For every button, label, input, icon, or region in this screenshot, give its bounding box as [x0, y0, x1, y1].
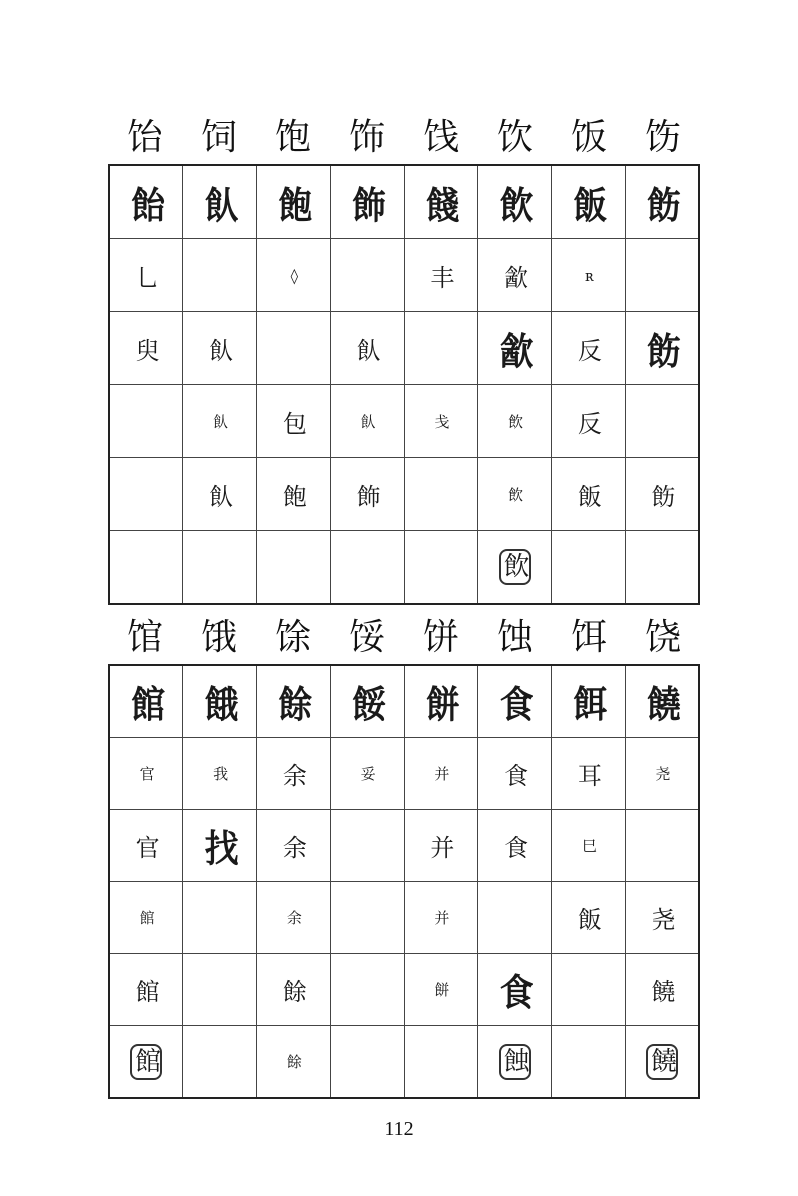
ancient-glyph: 餘	[286, 1053, 300, 1071]
ancient-glyph: 飯	[573, 183, 604, 228]
glyph-cell	[552, 665, 626, 738]
glyph-cell	[330, 1026, 404, 1099]
glyph-cell	[478, 312, 552, 385]
glyph-cell	[552, 882, 626, 954]
ancient-glyph: 尧	[655, 765, 669, 783]
glyph-cell	[330, 239, 404, 312]
glyph-cell	[552, 1026, 626, 1099]
ancient-glyph: 反	[577, 409, 599, 438]
ancient-glyph: 餌	[573, 683, 604, 728]
ancient-glyph: 我	[213, 765, 227, 783]
glyph-cell	[109, 531, 183, 605]
glyph-cell	[404, 458, 478, 531]
ancient-glyph: 耳	[577, 762, 599, 790]
glyph-cell	[257, 665, 331, 738]
glyph-cell	[183, 239, 257, 312]
glyph-cell	[330, 385, 404, 458]
glyph-cell	[478, 882, 552, 954]
ancient-glyph: 飤	[209, 482, 231, 511]
glyph-row	[109, 738, 699, 810]
ancient-glyph: 飴	[131, 183, 162, 228]
glyph-cell	[257, 165, 331, 239]
ancient-glyph: 餅	[425, 683, 456, 728]
glyph-row	[109, 165, 699, 239]
column-header: 饼	[422, 617, 459, 658]
ancient-glyph: 并	[430, 834, 452, 862]
glyph-cell	[404, 531, 478, 605]
glyph-cell	[478, 738, 552, 810]
column-header: 饿	[200, 617, 237, 658]
ancient-glyph: 尧	[651, 906, 673, 934]
ancient-glyph: ◊	[290, 266, 297, 285]
ancient-glyph: 饒	[646, 1044, 678, 1080]
glyph-cell	[552, 738, 626, 810]
ancient-glyph: 飤	[360, 412, 374, 431]
ancient-glyph: 妥	[360, 765, 374, 783]
ancient-glyph: 巳	[581, 837, 595, 855]
glyph-cell	[478, 810, 552, 882]
ancient-glyph: 余	[282, 834, 304, 862]
glyph-cell	[183, 312, 257, 385]
ancient-glyph: 㱃	[504, 263, 526, 292]
column-header: 饶	[644, 617, 681, 658]
glyph-cell	[183, 810, 257, 882]
glyph-cell	[478, 458, 552, 531]
glyph-cell	[109, 882, 183, 954]
glyph-cell	[183, 458, 257, 531]
glyph-cell	[109, 665, 183, 738]
glyph-cell	[330, 810, 404, 882]
glyph-cell	[183, 738, 257, 810]
glyph-cell	[257, 738, 331, 810]
glyph-cell	[478, 165, 552, 239]
ancient-glyph: 食	[499, 971, 530, 1016]
glyph-cell	[183, 1026, 257, 1099]
ancient-glyph: 蝕	[499, 1044, 531, 1080]
ancient-glyph: 飭	[646, 329, 677, 374]
ancient-glyph: 餓	[204, 683, 235, 728]
glyph-cell	[109, 1026, 183, 1099]
ancient-glyph: 找	[204, 827, 235, 872]
ancient-glyph: 官	[135, 834, 157, 862]
ancient-glyph: 反	[577, 336, 599, 365]
ancient-glyph: 飾	[356, 482, 378, 511]
column-header: 馁	[348, 617, 385, 658]
glyph-cell	[625, 239, 699, 312]
glyph-cell	[183, 385, 257, 458]
ancient-glyph: 餒	[352, 683, 383, 728]
glyph-grid-1	[108, 164, 700, 605]
glyph-cell	[552, 954, 626, 1026]
column-header: 饵	[570, 617, 607, 658]
ancient-glyph: 館	[130, 1044, 162, 1080]
glyph-cell	[257, 882, 331, 954]
ancient-glyph: 乚	[135, 263, 157, 292]
glyph-cell	[552, 312, 626, 385]
glyph-cell	[478, 665, 552, 738]
glyph-cell	[404, 165, 478, 239]
glyph-cell	[257, 810, 331, 882]
character-table-1	[108, 112, 700, 605]
glyph-cell	[330, 312, 404, 385]
glyph-cell	[109, 312, 183, 385]
ancient-glyph: 包	[282, 409, 304, 438]
glyph-cell	[330, 882, 404, 954]
glyph-cell	[257, 458, 331, 531]
glyph-cell	[625, 531, 699, 605]
column-header: 饰	[348, 117, 385, 158]
glyph-cell	[625, 954, 699, 1026]
column-header: 饭	[570, 117, 607, 158]
ancient-glyph: 餞	[425, 183, 456, 228]
ancient-glyph: 飲	[499, 549, 531, 585]
glyph-cell	[404, 239, 478, 312]
ancient-glyph: 飽	[278, 183, 309, 228]
glyph-cell	[257, 312, 331, 385]
glyph-cell	[625, 810, 699, 882]
glyph-cell	[552, 385, 626, 458]
glyph-cell	[257, 239, 331, 312]
ancient-glyph: 飾	[352, 183, 383, 228]
glyph-cell	[109, 954, 183, 1026]
ancient-glyph: 飤	[213, 412, 227, 431]
glyph-cell	[478, 531, 552, 605]
ancient-glyph: 館	[135, 978, 157, 1006]
column-header: 饲	[200, 117, 237, 158]
glyph-row	[109, 239, 699, 312]
glyph-cell	[330, 165, 404, 239]
glyph-cell	[404, 738, 478, 810]
column-header: 馀	[274, 617, 311, 658]
glyph-row	[109, 665, 699, 738]
ancient-glyph: 并	[434, 909, 448, 927]
ancient-glyph: 戋	[434, 412, 448, 431]
ancient-glyph: 饒	[646, 683, 677, 728]
glyph-row	[109, 458, 699, 531]
glyph-cell	[183, 165, 257, 239]
ancient-glyph: 饒	[651, 978, 673, 1006]
ancient-glyph: 余	[286, 909, 300, 927]
glyph-cell	[404, 882, 478, 954]
glyph-cell	[404, 1026, 478, 1099]
character-table-2	[108, 612, 700, 1099]
ancient-glyph: 飤	[209, 336, 231, 365]
glyph-cell	[478, 385, 552, 458]
column-header: 饬	[644, 117, 681, 158]
glyph-cell	[552, 810, 626, 882]
ancient-glyph: 飤	[204, 183, 235, 228]
ancient-glyph: 臾	[135, 336, 157, 365]
ancient-glyph: 㱃	[499, 329, 530, 374]
glyph-cell	[404, 665, 478, 738]
glyph-cell	[257, 954, 331, 1026]
glyph-cell	[478, 239, 552, 312]
glyph-row	[109, 1026, 699, 1099]
page-number: 112	[384, 1118, 414, 1140]
glyph-cell	[183, 954, 257, 1026]
ancient-glyph: 飽	[282, 482, 304, 511]
glyph-cell	[625, 385, 699, 458]
glyph-cell	[109, 239, 183, 312]
glyph-cell	[552, 165, 626, 239]
glyph-cell	[330, 665, 404, 738]
glyph-grid-2	[108, 664, 700, 1099]
ancient-glyph: 飲	[508, 412, 522, 431]
glyph-cell	[330, 954, 404, 1026]
ancient-glyph: 飯	[577, 906, 599, 934]
ancient-glyph: 食	[499, 683, 530, 728]
glyph-cell	[625, 1026, 699, 1099]
glyph-row	[109, 882, 699, 954]
ancient-glyph: 飲	[499, 183, 530, 228]
column-header: 饯	[422, 117, 459, 158]
glyph-row	[109, 531, 699, 605]
column-header: 饮	[496, 117, 533, 158]
glyph-cell	[109, 738, 183, 810]
glyph-cell	[552, 531, 626, 605]
header-row-1	[108, 112, 700, 164]
column-header: 饱	[274, 117, 311, 158]
glyph-cell	[330, 531, 404, 605]
ancient-glyph: 餘	[282, 978, 304, 1006]
glyph-cell	[404, 954, 478, 1026]
glyph-cell	[552, 239, 626, 312]
glyph-cell	[625, 665, 699, 738]
glyph-cell	[183, 531, 257, 605]
ancient-glyph: 食	[504, 834, 526, 862]
ancient-glyph: 余	[282, 762, 304, 790]
ancient-glyph: 丰	[430, 263, 452, 292]
ancient-glyph: 飤	[356, 336, 378, 365]
glyph-cell	[404, 312, 478, 385]
glyph-cell	[625, 738, 699, 810]
glyph-cell	[109, 165, 183, 239]
glyph-cell	[183, 882, 257, 954]
glyph-cell	[257, 385, 331, 458]
glyph-cell	[109, 458, 183, 531]
glyph-cell	[257, 1026, 331, 1099]
ancient-glyph: 官	[139, 765, 153, 783]
column-header: 饴	[126, 117, 163, 158]
ancient-glyph: 飭	[646, 183, 677, 228]
glyph-cell	[330, 738, 404, 810]
ancient-glyph: ʀ	[585, 266, 592, 285]
ancient-glyph: 飭	[651, 482, 673, 511]
glyph-cell	[183, 665, 257, 738]
glyph-row	[109, 954, 699, 1026]
ancient-glyph: 并	[434, 765, 448, 783]
glyph-row	[109, 312, 699, 385]
glyph-cell	[404, 385, 478, 458]
ancient-glyph: 館	[139, 909, 153, 927]
glyph-row	[109, 385, 699, 458]
ancient-glyph: 飲	[508, 485, 522, 504]
ancient-glyph: 食	[504, 762, 526, 790]
ancient-glyph: 餅	[434, 981, 448, 999]
glyph-cell	[404, 810, 478, 882]
glyph-row	[109, 810, 699, 882]
ancient-glyph: 飯	[577, 482, 599, 511]
column-header: 蚀	[496, 617, 533, 658]
glyph-cell	[257, 531, 331, 605]
glyph-cell	[625, 165, 699, 239]
glyph-cell	[330, 458, 404, 531]
header-row-2	[108, 612, 700, 664]
glyph-cell	[625, 882, 699, 954]
glyph-cell	[552, 458, 626, 531]
glyph-cell	[625, 458, 699, 531]
glyph-cell	[109, 810, 183, 882]
glyph-cell	[625, 312, 699, 385]
glyph-cell	[478, 954, 552, 1026]
ancient-glyph: 館	[131, 683, 162, 728]
column-header: 馆	[126, 617, 163, 658]
glyph-cell	[109, 385, 183, 458]
ancient-glyph: 餘	[278, 683, 309, 728]
glyph-cell	[478, 1026, 552, 1099]
